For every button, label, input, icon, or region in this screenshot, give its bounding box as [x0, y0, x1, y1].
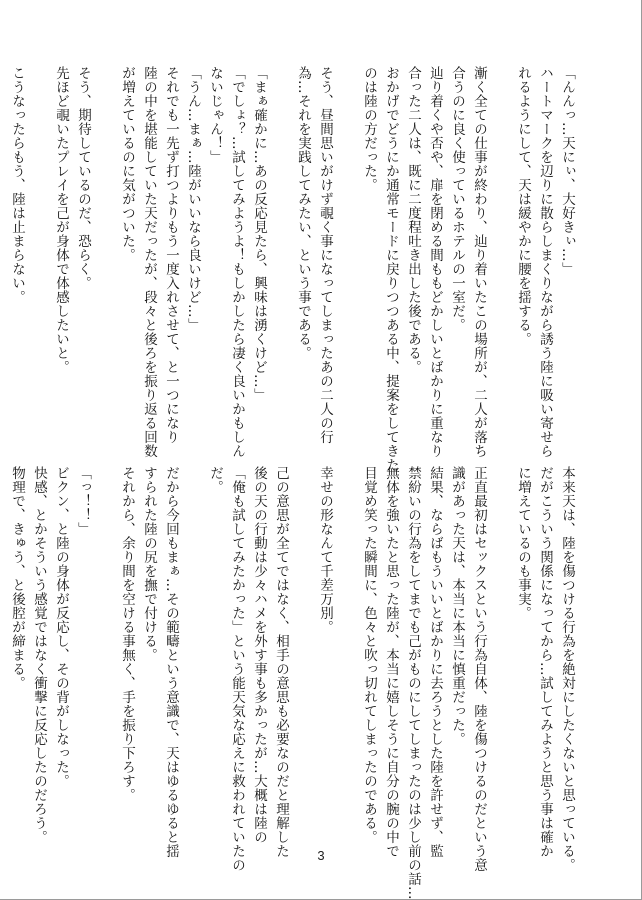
text-line: ビクン、と陸の身体が反応し、その背がしなった。: [53, 466, 69, 788]
text-line: 「うん…まぁ…陸がいいなら良いけど…」: [185, 66, 201, 332]
text-line: だがこういう関係になってから…試してみようと思う事は確か: [537, 466, 553, 858]
text-line: だ。: [207, 466, 223, 494]
text-line: 結果、ならばもういいとばかりに去ろうとした陸を許せず、監: [427, 466, 443, 858]
text-line: 識があった天は、本当に本当に慎重だった。: [449, 466, 465, 746]
text-line: 物理で、きゅう、と後腔が締まる。: [9, 466, 25, 690]
text-line: に増えているのも事実。: [515, 466, 531, 620]
text-line: 為…それを実践してみたい、という事である。: [295, 66, 311, 360]
text-line: 「んんっ…天にぃ、大好きぃ…」: [559, 66, 575, 276]
blank-line: [182, 466, 204, 836]
blank-line: [292, 466, 314, 836]
text-line: 辿り着くや否や、扉を閉める間ももどかしいとばかりに重なり: [427, 66, 443, 458]
lower-text-block: [9, 466, 578, 900]
text-line: おかげでどうにか通常モードに戻りつつある中、提案をしてきた: [383, 66, 399, 472]
blank-line: [336, 66, 358, 436]
text-line: そう、期待しているのだ、恐らく。: [75, 66, 91, 290]
text-line: 「でしょ？…試してみようよ！もしかしたら凄く良いかもしん: [229, 66, 245, 458]
text-line: それから、余り間を空ける事無く、手を振り下ろす。: [119, 466, 135, 802]
text-line: 目覚め笑った瞬間に、色々と吹っ切れてしまったのである。: [361, 466, 377, 844]
blank-line: [94, 66, 116, 436]
text-line: 本来天は、陸を傷つける行為を絶対にしたくないと思っている。: [559, 466, 575, 872]
blank-line: [270, 66, 292, 436]
text-line: だから今回もまぁ…その範疇という意識で、天はゆるゆると揺: [163, 466, 179, 858]
text-line: 禁紛いの行為をしてまでも己がものにしてしまったのは少し前の話…: [405, 466, 421, 900]
text-line: 幸せの形なんて千差万別。: [317, 466, 333, 634]
text-line: 陸の中を堪能していた天だったが、段々と後ろを振り返る回数: [141, 66, 157, 458]
text-line: 漸く全ての仕事が終わり、辿り着いたこの場所が、二人が落ち: [471, 66, 487, 458]
text-line: 「っ！！」: [75, 466, 91, 536]
text-line: 合った二人は、既に二度程吐き出した後である。: [405, 66, 421, 374]
text-line: こうなったらもう、陸は止まらない。: [9, 66, 25, 304]
text-line: ないじゃん！」: [207, 66, 223, 164]
text-line: 「まぁ確かに…あの反応見たら、興味は湧くけど…」: [251, 66, 267, 402]
blank-line: [28, 66, 50, 436]
blank-line: [94, 466, 116, 836]
text-line: 正直最初はセックスという行為自体、陸を傷つけるのだという意: [471, 466, 487, 872]
text-line: 合うのに良く使っているホテルの一室だ。: [449, 66, 465, 332]
blank-line: [336, 466, 358, 836]
text-line: 己の意思が全てではなく、相手の意思も必要なのだと理解した: [273, 466, 289, 858]
text-line: のは陸の方だった。: [361, 66, 377, 192]
text-line: 無体を強いたと思った陸が、本当に嬉しそうに自分の腕の中で: [383, 466, 399, 858]
text-line: そう、昼間思いがけず覗く事になってしまったあの二人の行: [317, 66, 333, 444]
text-line: が増えているのに気がついた。: [119, 66, 135, 262]
page-number: 3: [317, 848, 325, 863]
text-line: 「俺も試してみたかった」という能天気な応えに救われていたの: [229, 466, 245, 872]
text-line: 先ほど覗いたプレイを己が身体で体感したいと。: [53, 66, 69, 374]
blank-line: [490, 466, 512, 836]
text-line: れるようにして、天は緩やかに腰を揺する。: [515, 66, 531, 346]
text-line: 後の天の行動は少々ハメを外す事も多かったが…大概は陸の: [251, 466, 267, 844]
text-line: それでも一先ず打つよりもう一度入れさせて、と一つになり: [163, 66, 179, 444]
text-line: 快感、とかそういう感覚ではなく衝撃に反応したのだろう。: [31, 466, 47, 844]
blank-line: [490, 66, 512, 436]
text-line: すられた陸の尻を撫で付ける。: [141, 466, 157, 662]
upper-text-block: [9, 66, 578, 472]
text-line: ハートマークを辺りに散らしまくりながら誘う陸に吸い寄せら: [537, 66, 553, 458]
